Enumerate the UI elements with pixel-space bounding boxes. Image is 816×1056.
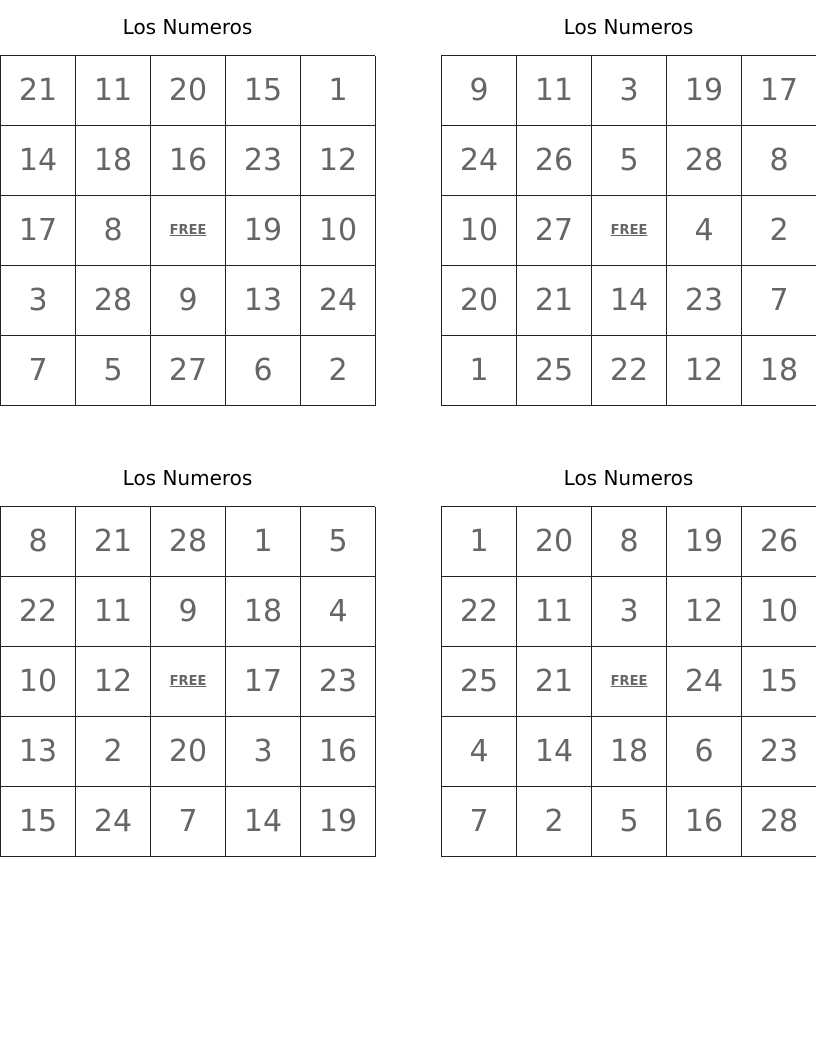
bingo-cell: 16 (667, 787, 742, 857)
free-space: FREE (151, 647, 226, 717)
bingo-cell: 5 (592, 126, 667, 196)
bingo-cell: 3 (592, 577, 667, 647)
bingo-cell: 26 (517, 126, 592, 196)
bingo-cell: 1 (442, 507, 517, 577)
bingo-card-2 (441, 0, 816, 406)
bingo-cell: 22 (592, 336, 667, 406)
bingo-cell: 18 (226, 577, 301, 647)
bingo-cell: 17 (742, 56, 816, 126)
bingo-cell: 5 (592, 787, 667, 857)
bingo-cell: 10 (1, 647, 76, 717)
bingo-card-1 (0, 0, 375, 406)
bingo-cell: 24 (442, 126, 517, 196)
bingo-cell: 20 (151, 56, 226, 126)
bingo-cell: 13 (226, 266, 301, 336)
bingo-cell: 21 (76, 507, 151, 577)
bingo-cell: 24 (667, 647, 742, 717)
bingo-cell: 2 (517, 787, 592, 857)
bingo-grid (441, 506, 816, 857)
bingo-cell: 21 (517, 266, 592, 336)
bingo-cell: 28 (151, 507, 226, 577)
bingo-card-3 (0, 451, 375, 857)
bingo-cell: 28 (76, 266, 151, 336)
bingo-cell: 11 (76, 56, 151, 126)
bingo-cell: 1 (226, 507, 301, 577)
bingo-cell: 14 (592, 266, 667, 336)
bingo-cell: 27 (151, 336, 226, 406)
bingo-cell: 14 (226, 787, 301, 857)
bingo-cell: 19 (667, 507, 742, 577)
bingo-cell: 8 (592, 507, 667, 577)
bingo-cell: 24 (76, 787, 151, 857)
bingo-cell: 1 (442, 336, 517, 406)
bingo-cell: 21 (517, 647, 592, 717)
bingo-cell: 4 (442, 717, 517, 787)
bingo-cell: 2 (301, 336, 376, 406)
bingo-cell: 16 (301, 717, 376, 787)
bingo-cell: 3 (592, 56, 667, 126)
bingo-cell: 28 (742, 787, 816, 857)
bingo-grid (0, 55, 375, 406)
bingo-cell: 11 (517, 577, 592, 647)
bingo-cell: 9 (151, 577, 226, 647)
free-space: FREE (592, 647, 667, 717)
bingo-cell: 28 (667, 126, 742, 196)
bingo-cell: 8 (1, 507, 76, 577)
bingo-cell: 12 (76, 647, 151, 717)
bingo-grid (441, 55, 816, 406)
bingo-cell: 3 (1, 266, 76, 336)
bingo-cell: 12 (667, 577, 742, 647)
bingo-cell: 11 (76, 577, 151, 647)
bingo-cell: 15 (742, 647, 816, 717)
bingo-cell: 4 (301, 577, 376, 647)
bingo-cell: 5 (76, 336, 151, 406)
bingo-cell: 23 (301, 647, 376, 717)
card-title: Los Numeros (563, 466, 694, 490)
bingo-cell: 19 (667, 56, 742, 126)
bingo-cell: 3 (226, 717, 301, 787)
bingo-grid (0, 506, 375, 857)
bingo-cell: 2 (76, 717, 151, 787)
bingo-cell: 12 (667, 336, 742, 406)
bingo-cell: 20 (442, 266, 517, 336)
bingo-cell: 19 (226, 196, 301, 266)
bingo-cell: 7 (742, 266, 816, 336)
bingo-cell: 2 (742, 196, 816, 266)
bingo-cell: 26 (742, 507, 816, 577)
bingo-cell: 9 (151, 266, 226, 336)
bingo-cell: 16 (151, 126, 226, 196)
bingo-cell: 23 (667, 266, 742, 336)
bingo-cell: 15 (1, 787, 76, 857)
bingo-cell: 7 (442, 787, 517, 857)
free-space: FREE (592, 196, 667, 266)
bingo-cell: 18 (76, 126, 151, 196)
bingo-cell: 6 (226, 336, 301, 406)
bingo-cell: 24 (301, 266, 376, 336)
bingo-cell: 17 (226, 647, 301, 717)
bingo-cell: 22 (1, 577, 76, 647)
bingo-cell: 10 (442, 196, 517, 266)
bingo-cell: 17 (1, 196, 76, 266)
bingo-cell: 11 (517, 56, 592, 126)
bingo-cell: 18 (592, 717, 667, 787)
bingo-cell: 22 (442, 577, 517, 647)
bingo-cell: 18 (742, 336, 816, 406)
bingo-cell: 10 (742, 577, 816, 647)
bingo-cell: 21 (1, 56, 76, 126)
bingo-cell: 23 (742, 717, 816, 787)
bingo-cell: 25 (442, 647, 517, 717)
bingo-cell: 4 (667, 196, 742, 266)
card-title: Los Numeros (122, 466, 253, 490)
bingo-cell: 8 (76, 196, 151, 266)
bingo-cell: 14 (1, 126, 76, 196)
bingo-cell: 14 (517, 717, 592, 787)
card-title: Los Numeros (563, 15, 694, 39)
bingo-cell: 10 (301, 196, 376, 266)
bingo-cell: 19 (301, 787, 376, 857)
card-title: Los Numeros (122, 15, 253, 39)
bingo-cell: 20 (151, 717, 226, 787)
bingo-cell: 9 (442, 56, 517, 126)
bingo-cell: 23 (226, 126, 301, 196)
bingo-cell: 8 (742, 126, 816, 196)
bingo-cell: 12 (301, 126, 376, 196)
bingo-cell: 5 (301, 507, 376, 577)
bingo-cell: 7 (1, 336, 76, 406)
bingo-cell: 6 (667, 717, 742, 787)
free-space: FREE (151, 196, 226, 266)
bingo-cell: 7 (151, 787, 226, 857)
bingo-cell: 20 (517, 507, 592, 577)
bingo-cell: 27 (517, 196, 592, 266)
bingo-card-4 (441, 451, 816, 857)
bingo-cell: 1 (301, 56, 376, 126)
bingo-cell: 15 (226, 56, 301, 126)
bingo-cell: 13 (1, 717, 76, 787)
bingo-cell: 25 (517, 336, 592, 406)
